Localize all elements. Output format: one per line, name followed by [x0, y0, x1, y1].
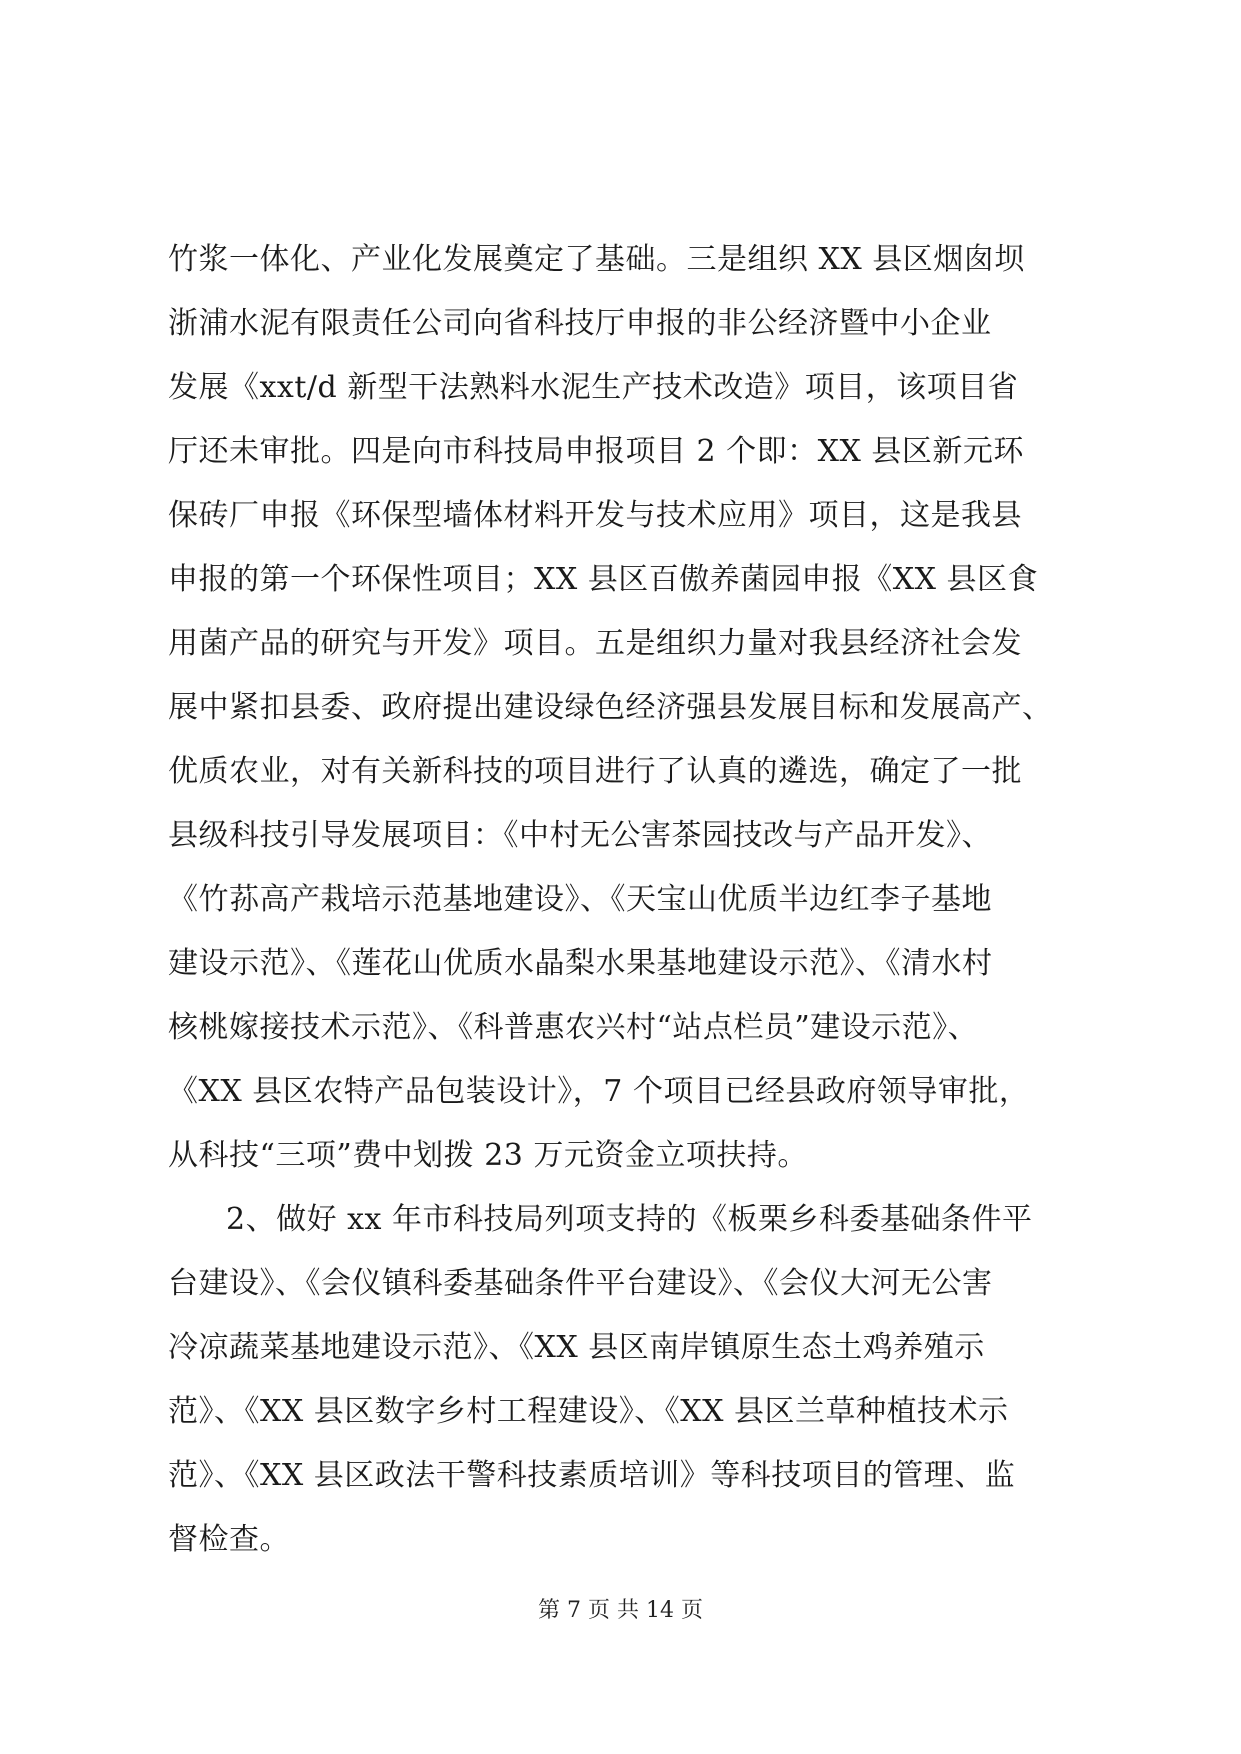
text-line: 核桃嫁接技术示范》、《科普惠农兴村“站点栏员”建设示范》、: [168, 1010, 979, 1045]
text-line: 冷凉蔬菜基地建设示范》、《XX 县区南岸镇原生态土鸡养殖示: [168, 1330, 985, 1365]
paragraph-start-line: 2、做好 xx 年市科技局列项支持的《板栗乡科委基础条件平: [226, 1202, 1033, 1237]
text-line: 《XX 县区农特产品包装设计》，7 个项目已经县政府领导审批，: [168, 1074, 1030, 1109]
text-line: 浙浦水泥有限责任公司向省科技厅申报的非公经济暨中小企业: [168, 306, 992, 341]
page-footer: [0, 1597, 1241, 1625]
text-line: 竹浆一体化、产业化发展奠定了基础。三是组织 XX 县区烟囱坝: [168, 242, 1025, 277]
text-line: 申报的第一个环保性项目；XX 县区百傲养菌园申报《XX 县区食: [168, 562, 1039, 597]
text-line: 《竹荪高产栽培示范基地建设》、《天宝山优质半边红李子基地: [168, 882, 992, 917]
text-line: 范》、《XX 县区政法干警科技素质培训》等科技项目的管理、监: [168, 1458, 1016, 1493]
page-number-label: 第 7 页 共 14 页: [538, 1598, 703, 1623]
text-line: 保砖厂申报《环保型墙体材料开发与技术应用》项目，这是我县: [168, 498, 1022, 533]
text-line: 优质农业，对有关新科技的项目进行了认真的遴选，确定了一批: [168, 754, 1022, 789]
text-line: 县级科技引导发展项目：《中村无公害茶园技改与产品开发》、: [168, 818, 992, 853]
document-body: [168, 228, 1088, 1572]
text-line: 建设示范》、《莲花山优质水晶梨水果基地建设示范》、《清水村: [168, 946, 993, 981]
text-line: 从科技“三项”费中划拨 23 万元资金立项扶持。: [168, 1138, 808, 1173]
text-line: 台建设》、《会仪镇科委基础条件平台建设》、《会仪大河无公害: [168, 1266, 993, 1301]
text-line: 展中紧扣县委、政府提出建设绿色经济强县发展目标和发展高产、: [168, 690, 1053, 725]
text-line: 范》、《XX 县区数字乡村工程建设》、《XX 县区兰草种植技术示: [168, 1394, 1009, 1429]
text-line: 督检查。: [168, 1522, 290, 1557]
text-line: 用菌产品的研究与开发》项目。五是组织力量对我县经济社会发: [168, 626, 1022, 661]
text-line: 发展《xxt/d 新型干法熟料水泥生产技术改造》项目，该项目省: [168, 370, 1019, 405]
text-line: 厅还未审批。四是向市科技局申报项目 2 个即：XX 县区新元环: [168, 434, 1024, 469]
